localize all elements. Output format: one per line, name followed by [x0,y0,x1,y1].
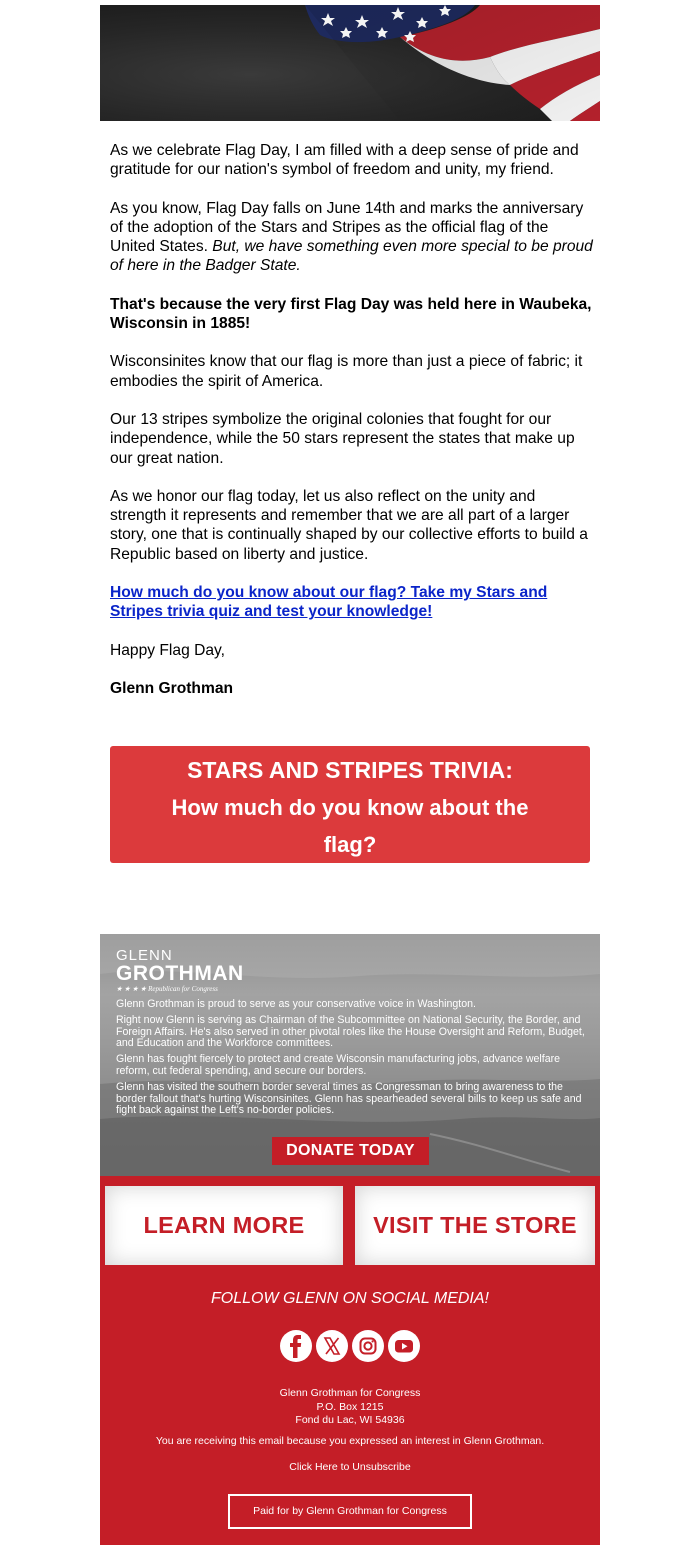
bio-text [116,999,586,1121]
learn-more-button[interactable]: LEARN MORE [105,1186,343,1265]
x-icon[interactable] [316,1330,348,1362]
address-city: Fond du Lac, WI 54936 [295,1414,405,1426]
letter-paragraph: As we honor our flag today, let us also reflect on the unity and strength it represents and remember that we are all part of a larger story, one that is continually shaped by our collective efforts to build a Republic based on liberty and justice. [110,487,588,563]
trivia-button-subtitle: How much do you know about the flag? [171,795,529,857]
subscription-notice: You are receiving this email because you expressed an interest in Glenn Grothman. [155,1435,545,1447]
follow-heading: FOLLOW GLENN ON SOCIAL MEDIA! [211,1290,489,1307]
letter-paragraph [110,199,595,276]
bio-paragraph: Glenn has fought fiercely to protect and create Wisconsin manufacturing jobs, advance welfare reform, cut federal spending, and secure our borders. [116,1053,561,1077]
grothman-logo [116,948,244,993]
mailing-address [100,1387,600,1428]
letter-paragraph: Wisconsinites know that our flag is more than just a piece of fabric; it embodies the spirit of America. [110,353,583,390]
trivia-button-title: STARS AND STRIPES TRIVIA: [187,757,513,783]
instagram-icon[interactable] [352,1330,384,1362]
bio-paragraph: Right now Glenn is serving as Chairman of the Subcommittee on National Security, the Border, and Foreign Affairs. He's also served in other pivotal roles like the House Oversight and Reform, Budget, and Education and the Workforce committees. [116,1013,585,1050]
visit-store-button[interactable]: VISIT THE STORE [355,1186,595,1265]
address-name: Glenn Grothman for Congress [279,1387,421,1399]
bio-paragraph: Glenn Grothman is proud to serve as your conservative voice in Washington. [116,998,476,1010]
signature: Glenn Grothman [110,679,234,697]
flag-hero-image [100,5,600,121]
bio-paragraph: Glenn has visited the southern border several times as Congressman to bring awareness to the border fallout that's hurting Wisconsinites. Glenn has spearheaded several bills to keep us safe and fight back against the Left's no-border policies. [116,1080,582,1117]
youtube-icon[interactable] [388,1330,420,1362]
logo-first-name: GLENN [116,947,173,964]
letter-paragraph: As we celebrate Flag Day, I am filled with a deep sense of pride and gratitude for our nation's symbol of freedom and unity, my friend. [110,142,579,179]
letter-italic-text: But, we have something even more special to be proud of here in the Badger State. [110,238,593,275]
closing-line: Happy Flag Day, [110,641,225,659]
donate-button[interactable]: DONATE TODAY [272,1137,429,1165]
letter-text: As you know, Flag Day falls on June 14th and marks the anniversary of the adoption of the Stars and Stripes as the official flag of the United States. [110,199,584,256]
letter-body [110,141,595,717]
facebook-icon[interactable] [280,1330,312,1362]
letter-highlight: That's because the very first Flag Day was held here in Waubeka, Wisconsin in 1885! [110,295,592,333]
logo-last-name: GROTHMAN [116,962,244,985]
paid-for-disclaimer: Paid for by Glenn Grothman for Congress [228,1494,472,1529]
letter-paragraph [110,583,595,622]
trivia-button[interactable] [110,746,590,863]
footer [100,934,600,1545]
letter-paragraph: Our 13 stripes symbolize the original colonies that fought for our independence, while the 50 stars represent the states that make up our great nation. [110,410,575,467]
logo-tagline: ★ ★ ★ ★ Republican for Congress [116,985,218,993]
unsubscribe-link[interactable]: Click Here to Unsubscribe [289,1461,411,1473]
trivia-quiz-link[interactable]: How much do you know about our flag? Take my Stars and Stripes trivia quiz and test your knowledge! [110,584,548,621]
address-po-box: P.O. Box 1215 [316,1400,384,1413]
